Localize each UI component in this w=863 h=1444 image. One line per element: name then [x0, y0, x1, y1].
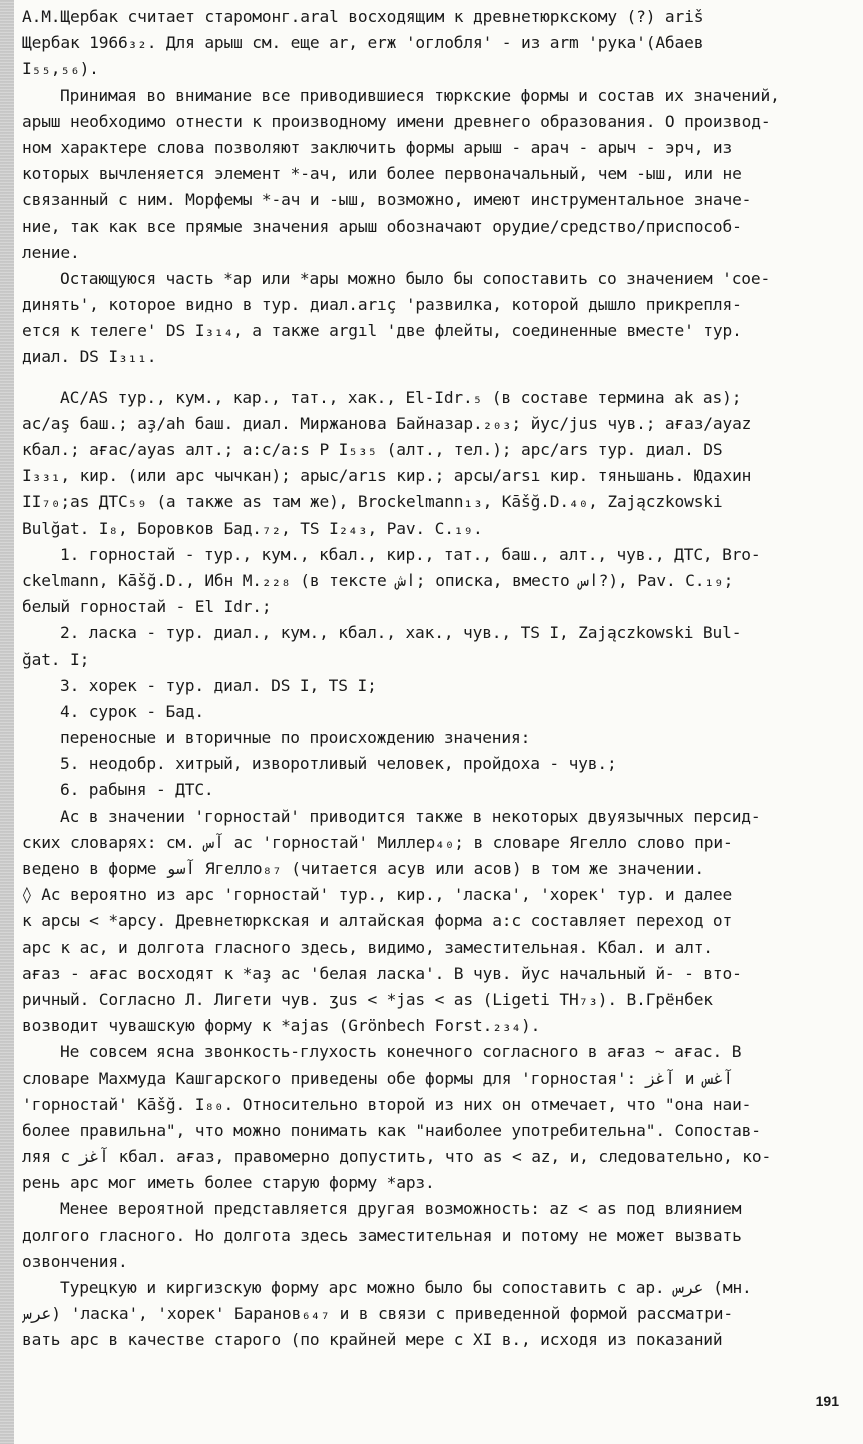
- text-line: динять', которое видно в тур. диал.arıç 'развилка, которой дышло прикрепля-: [22, 295, 742, 315]
- text-line: вать арс в качестве старого (по крайней мере с XI в., исходя из показаний: [22, 1330, 723, 1350]
- text-line: к арсы < *арсу. Древнетюркская и алтайская форма а:с составляет переход от: [22, 911, 733, 931]
- text-line: связанный с ним. Морфемы *-ач и -ыш, возможно, имеют инструментальное значе-: [22, 190, 752, 210]
- text-line: ағаз - ағас восходят к *аҙ ас 'белая ласка'. В чув. йус начальный й- - вто-: [22, 963, 742, 983]
- paragraph-7: [22, 1275, 848, 1354]
- text-line: рень арс мог иметь более старую форму *арз.: [22, 1173, 435, 1193]
- entry-header: [22, 385, 848, 542]
- text-line: ğat. I;: [22, 649, 90, 669]
- section-gap: [22, 371, 848, 385]
- paragraph-3: [22, 266, 848, 371]
- text-line: ричный. Согласно Л. Лигети чув. ӡus < *jas < as (Ligeti TH₇₃). В.Грёнбек: [22, 989, 713, 1009]
- text-line: Остающуюся часть *ар или *ары можно было бы сопоставить со значением 'сое-: [60, 268, 771, 288]
- text-line: ляя с آغز кбал. ағаз, правомерно допустить, что as < az, и, следовательно, ко-: [22, 1147, 772, 1167]
- paragraph-1: [22, 4, 848, 83]
- text-line: Не совсем ясна звонкость-глухость конечного согласного в ағаз ~ ағас. В: [60, 1042, 742, 1062]
- text-line: 2. ласка - тур. диал., кум., кбал., хак., чув., TS I, Zajączkowski Bul-: [60, 623, 742, 643]
- text-line: Ас в значении 'горностай' приводится также в некоторых двуязычных персид-: [60, 806, 761, 826]
- text-line: кбал.; ағас/ayas алт.; а:с/a:s P I₅₃₅ (алт., тел.); арс/ars тур. диал. DS: [22, 440, 723, 459]
- text-line: ется к телеге' DS I₃₁₄, а также argıl 'две флейты, соединенные вместе' тур.: [22, 321, 742, 341]
- text-line: عرس) 'ласка', 'хорек' Баранов₆₄₇ и в связи с приведенной формой рассматри-: [22, 1304, 733, 1324]
- text-line: 3. хорек - тур. диал. DS I, TS I;: [60, 675, 377, 695]
- text-line: более правильна", что можно понимать как "наиболее употребительна". Сопостав-: [22, 1120, 761, 1140]
- text-line: арс к ас, и долгота гласного здесь, видимо, заместительная. Кбал. и алт.: [22, 937, 713, 957]
- text-line: АС/AS тур., кум., кар., тат., хак., El-Idr.₅ (в составе термина ak as);: [60, 387, 742, 407]
- text-line: А.М.Щербак считает старомонг.aral восходящим к древнетюркскому (?) ariš: [22, 7, 704, 26]
- paragraph-6: [22, 1196, 848, 1275]
- text-line: диал. DS I₃₁₁.: [22, 347, 157, 367]
- meanings-list: [22, 542, 848, 804]
- text-line: ◊ Ас вероятно из арс 'горностай' тур., кир., 'ласка', 'хорек' тур. и далее: [22, 885, 733, 905]
- paragraph-4: [22, 804, 848, 1040]
- text-line: ном характере слова позволяют заключить формы арыш - арач - арыч - эрч, из: [22, 137, 733, 157]
- text-line: 5. неодобр. хитрый, изворотливый человек, пройдоха - чув.;: [60, 754, 617, 774]
- text-line: ckelmann, Kāšğ.D., Ибн М.₂₂₈ (в тексте اش; описка, вместо اس?), Pav. C.₁₉;: [22, 570, 734, 590]
- page-number: 191: [815, 1393, 839, 1409]
- text-line: 6. рабыня - ДТС.: [60, 780, 214, 800]
- text-line: возводит чувашскую форму к *ajas (Grönbech Forst.₂₃₄).: [22, 1016, 541, 1036]
- text-line: Менее вероятной представляется другая возможность: az < as под влиянием: [60, 1199, 742, 1219]
- paragraph-2: [22, 83, 848, 266]
- text-line: 'горностай' Kāšğ. I₈₀. Относительно второй из них он отмечает, что "она наи-: [22, 1094, 752, 1114]
- text-line: I₅₅,₅₆).: [22, 59, 99, 79]
- text-line: 4. сурок - Бад.: [60, 701, 204, 721]
- text-line: 1. горностай - тур., кум., кбал., кир., тат., баш., алт., чув., ДТС, Bro-: [60, 544, 761, 564]
- text-line: которых вычленяется элемент *-ач, или более первоначальный, чем -ыш, или не: [22, 164, 742, 184]
- document-page: [22, 4, 848, 1354]
- text-line: белый горностай - El Idr.;: [22, 597, 272, 617]
- text-line: Турецкую и киргизскую форму арс можно было бы сопоставить с ар. عرس (мн.: [60, 1278, 752, 1297]
- text-line: арыш необходимо отнести к производному имени древнего образования. О производ-: [22, 111, 771, 131]
- text-line: переносные и вторичные по происхождению значения:: [60, 728, 531, 748]
- text-line: ас/aş баш.; аҙ/ah баш. диал. Миржанова Байназар.₂₀₃; йус/jus чув.; ағаз/ayaz: [22, 413, 752, 433]
- text-line: ведено в форме آسو Ягелло₈₇ (читается асув или асов) в том же значении.: [22, 859, 704, 878]
- text-line: I₃₃₁, кир. (или арс чычкан); арыс/arıs кир.; арсы/arsı кир. тяньшань. Юдахин: [22, 466, 752, 486]
- paragraph-5: [22, 1039, 848, 1196]
- text-line: ских словарях: см. آس ас 'горностай' Миллер₄₀; в словаре Ягелло слово при-: [22, 832, 733, 852]
- text-line: озвончения.: [22, 1251, 128, 1271]
- text-line: Щербак 1966₃₂. Для арыш см. еще ar, erж 'оглобля' - из arm 'рука'(Абаев: [22, 33, 704, 53]
- text-line: Принимая во внимание все приводившиеся тюркские формы и состав их значений,: [60, 85, 780, 105]
- text-line: II₇₀;as ДТС₅₉ (а также as там же), Brockelmann₁₃, Kāšğ.D.₄₀, Zajączkowski: [22, 492, 723, 512]
- text-line: ление.: [22, 242, 80, 262]
- text-line: Bulğat. I₈, Боровков Бад.₇₂, TS I₂₄₃, Pav. C.₁₉.: [22, 518, 483, 538]
- scan-edge: [0, 0, 14, 1444]
- text-line: словаре Махмуда Кашгарского приведены обе формы для 'горностая': آغز и آغس: [22, 1068, 734, 1088]
- text-line: ние, так как все прямые значения арыш обозначают орудие/средство/приспособ-: [22, 216, 742, 236]
- text-line: долгого гласного. Но долгота здесь заместительная и потому не может вызвать: [22, 1225, 742, 1245]
